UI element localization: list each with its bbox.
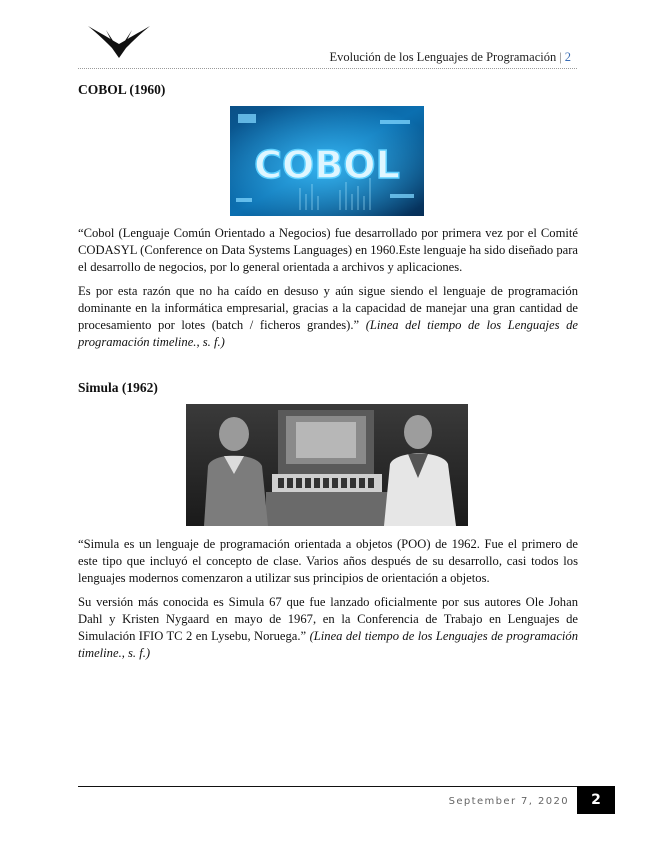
cobol-paragraph-2-text: Es por esta razón que no ha caído en desuso y aún sigue siendo el lenguaje de programación dominante en la informática empresarial, gracias a la capacidad de manejar una gran cantidad de procesamiento por lotes (batch / ficheros grandes).” bbox=[78, 284, 578, 332]
footer-page-number: 2 bbox=[577, 786, 615, 814]
section-heading-simula: Simula (1962) bbox=[78, 380, 158, 395]
simula-citation: (Linea del tiempo de los Lenguajes de programación timeline., s. f.) bbox=[78, 629, 578, 660]
header-rule bbox=[78, 68, 577, 69]
cobol-citation: (Linea del tiempo de los Lenguajes de programación timeline., s. f.) bbox=[78, 318, 578, 349]
section-heading-cobol: COBOL (1960) bbox=[78, 82, 166, 97]
header-title bbox=[330, 50, 571, 65]
header-separator: | bbox=[559, 50, 562, 64]
cobol-image bbox=[230, 106, 424, 216]
footer-date: September 7, 2020 bbox=[448, 796, 569, 807]
logo-icon bbox=[86, 24, 152, 64]
cobol-paragraph-1: “Cobol (Lenguaje Común Orientado a Negocios) fue desarrollado por primera vez por el Comité CODASYL (Conference on Data Systems Languages) en 1960.Este lenguaje ha sido diseñado para el desarrollo de negocios, por lo general orientada a archivos y aplicaciones. bbox=[78, 226, 578, 274]
cobol-paragraph-2 bbox=[78, 283, 578, 351]
simula-image bbox=[186, 404, 468, 526]
simula-paragraph-2-text: Su versión más conocida es Simula 67 que fue lanzado oficialmente por sus autores Ole Johan Dahl y Kristen Nygaard en mayo de 1967, en la Conferencia de Trabajo en Lenguajes de Simulación IFIO TC 2 en Lysebu, Noruega.” bbox=[78, 595, 578, 643]
simula-paragraph-1: “Simula es un lenguaje de programación orientada a objetos (POO) de 1962. Fue el primero de este tipo que incluyó el concepto de clase. Varios años después de su desarrollo, casi todos los lenguajes modernos comenzaron a utilizar sus principios de orientación a objetos. bbox=[78, 537, 578, 585]
header-title-text: Evolución de los Lenguajes de Programación bbox=[329, 50, 557, 64]
header-page-number: 2 bbox=[564, 50, 571, 64]
cobol-image-text: COBOL bbox=[254, 143, 400, 187]
footer-rule bbox=[78, 786, 577, 787]
simula-paragraph-2 bbox=[78, 594, 578, 662]
